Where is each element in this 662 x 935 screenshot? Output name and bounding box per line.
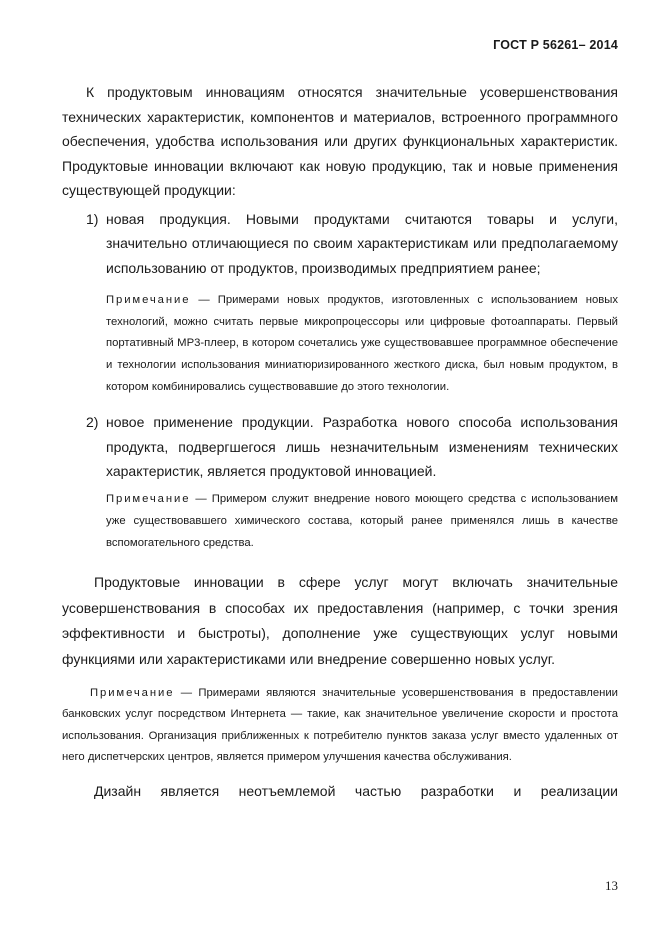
paragraph-service-innovations: Продуктовые инновации в сфере услуг могут включать значительные усовершенствования в способах их предоставления (например, с точки зрения эффективности и быстроты), дополнение уже существующих услуг новыми функциями или характеристиками или внедрение совершенно новых услуг. bbox=[62, 574, 618, 667]
list-item-new-application bbox=[62, 410, 618, 483]
note-new-products bbox=[106, 290, 618, 398]
page-body bbox=[62, 80, 618, 804]
list-item-number: 1) bbox=[86, 210, 99, 227]
paragraph-design: Дизайн является неотъемлемой частью разработки и реализации bbox=[94, 782, 618, 799]
paragraph-product-innovations: К продуктовым инновациям относятся значительные усовершенствования технических характеристик, компонентов и материалов, встроенного программного обеспечения, удобства использования или других функциональных характеристик. Продуктовые инновации включают как новую продукцию, так и новые применения существующей продукции: bbox=[62, 84, 618, 199]
note-label: Примечание bbox=[106, 493, 191, 506]
list-item-text: новое применение продукции. Разработка нового способа использования продукта, подвергшегося лишь незначительным изменениям технических характеристик, является продуктовой инновацией. bbox=[106, 414, 618, 479]
list-item-number: 2) bbox=[86, 414, 99, 431]
note-banking-services bbox=[62, 683, 618, 769]
page-number: 13 bbox=[605, 878, 618, 893]
note-text: — Примерами являются значительные усовершенствования в предоставлении банковских услуг посредством Интернета — такие, как значительное увеличение скорости и простота использования. Организация приближенных к потребителю пунктов заказа услуг вместо удаленных от него диспетчерских центров, является примером улучшения качества обслуживания. bbox=[62, 686, 618, 764]
list-item-new-product bbox=[62, 207, 618, 280]
note-text: — Примером служит внедрение нового моющего средства с использованием уже существовавшего химического состава, который ранее применялся лишь в качестве вспомогательного средства. bbox=[106, 493, 618, 549]
document-header: ГОСТ Р 56261– 2014 bbox=[493, 38, 618, 52]
list-item-text: новая продукция. Новыми продуктами считаются товары и услуги, значительно отличающиеся по своим характеристикам или предполагаемому использованию от продуктов, производимых предприятием ранее; bbox=[106, 210, 618, 276]
note-text: — Примерами новых продуктов, изготовленных с использованием новых технологий, можно считать первые микропроцессоры или цифровые фотоаппараты. Первый портативный MP3-плеер, в котором сочетались уже существовавшее программное обеспечение и технологии использования миниатюризированного жесткого диска, был новым продуктом, в котором комбинировались существовавшие до этого технологии. bbox=[106, 294, 618, 393]
note-new-application bbox=[106, 489, 618, 554]
note-label: Примечание bbox=[106, 294, 191, 307]
note-label: Примечание bbox=[90, 686, 175, 699]
